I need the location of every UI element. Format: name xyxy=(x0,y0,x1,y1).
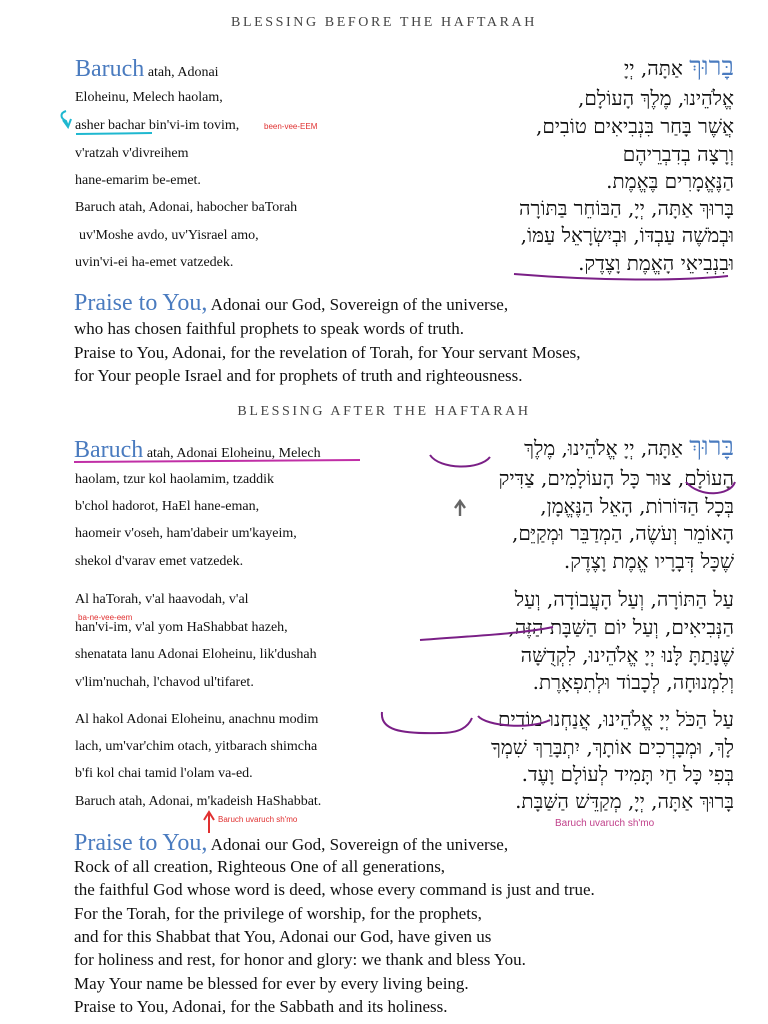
hebrew-line: בְּכָל הַדּוֹרוֹת, הָאֵל הַנֶּאֱמָן, xyxy=(540,494,734,518)
hebrew-line: הָאוֹמֵר וְעֹשֶׂה, הַמְדַבֵּר וּמְקַיֵּם, xyxy=(511,521,734,545)
hebrew-line xyxy=(624,52,734,82)
translit-line xyxy=(75,56,219,83)
hebrew-line: הָעוֹלָם, צוּר כָּל הָעוֹלָמִים, צַדִּיק xyxy=(498,466,734,490)
drop-word: Baruch xyxy=(75,56,145,82)
hebrew-text: אַתָּה, יְיָ xyxy=(624,56,690,80)
hebrew-line: עַל הַכֹּל יְיָ אֱלֹהֵינוּ, אֲנַחְנוּ מוֹדִים xyxy=(498,707,734,731)
translit-line: Baruch atah, Adonai, m'kadeish HaShabbat. xyxy=(75,794,322,809)
translit-line: shekol d'varav emet vatzedek. xyxy=(75,554,244,569)
hebrew-line: שֶׁנָּתַתָּ לָּנוּ יְיָ אֱלֹהֵינוּ, לִקְדֻשָּׁה xyxy=(520,643,734,667)
section-heading-after: BLESSING AFTER THE HAFTARAH xyxy=(237,404,531,419)
hebrew-line: עַל הַתּוֹרָה, וְעַל הָעֲבוֹדָה, וְעַל xyxy=(514,587,734,611)
hebrew-line: הַנְּבִיאִים, וְעַל יוֹם הַשַּׁבָּת הַזֶּה, xyxy=(508,615,734,639)
english-line: Praise to You, Adonai, for the revelation of Torah, for Your servant Moses, xyxy=(74,343,581,362)
hebrew-line: בְּפִי כָּל חַי תָּמִיד לְעוֹלָם וָעֶד. xyxy=(521,762,734,786)
translit-line: haolam, tzur kol haolamim, tzaddik xyxy=(75,472,275,487)
drop-word-hebrew: בָּרוּךְ xyxy=(689,52,734,82)
english-lead: Praise to You, xyxy=(74,830,208,856)
translit-line: haomeir v'oseh, ham'dabeir um'kayeim, xyxy=(75,526,297,541)
drop-word: Baruch xyxy=(74,437,144,463)
translit-line: Al hakol Adonai Eloheinu, anachnu modim xyxy=(75,712,319,727)
purple-loop xyxy=(430,455,490,467)
hebrew-line: אֲשֶׁר בָּחַר בִּנְבִיאִים טוֹבִים, xyxy=(535,114,734,138)
english-line: the faithful God whose word is deed, whose every command is just and true. xyxy=(74,880,595,899)
translit-line: asher bachar bin'vi-im tovim, xyxy=(75,118,240,133)
translit-line: han'vi-im, v'al yom HaShabbat hazeh, xyxy=(75,620,288,635)
hebrew-line: הַנֶּאֱמָרִים בֶּאֱמֶת. xyxy=(606,169,734,193)
translit-line: Baruch atah, Adonai, habocher baTorah xyxy=(75,200,298,215)
purple-bracket xyxy=(382,712,472,733)
translit-line: Eloheinu, Melech haolam, xyxy=(75,90,223,105)
translit-line: b'chol hadorot, HaEl hane-eman, xyxy=(75,499,260,514)
english-lead: Praise to You, xyxy=(74,290,208,316)
section-heading-before: BLESSING BEFORE THE HAFTARAH xyxy=(231,15,537,30)
hebrew-line: וּבִנְבִיאֵי הָאֱמֶת וָצֶדֶק. xyxy=(578,251,734,275)
translit-line: uv'Moshe avdo, uv'Yisrael amo, xyxy=(79,228,259,243)
hebrew-line: בָּרוּךְ אַתָּה, יְיָ, מְקַדֵּשׁ הַשַּׁבָּת. xyxy=(515,789,734,813)
english-text: Adonai our God, Sovereign of the universe, xyxy=(207,295,509,314)
english-line: Praise to You, Adonai, for the Sabbath and its holiness. xyxy=(74,997,448,1016)
translit-line: shenatata lanu Adonai Eloheinu, lik'dushah xyxy=(75,647,317,662)
english-line xyxy=(74,830,508,857)
drop-word-hebrew: בָּרוּךְ xyxy=(689,432,734,462)
hebrew-line: בָּרוּךְ אַתָּה, יְיָ, הַבּוֹחֵר בַּתּוֹרָה xyxy=(519,196,734,220)
hebrew-line: וְלִמְנוּחָה, לְכָבוֹד וּלְתִפְאָרֶת. xyxy=(532,670,734,694)
translit-line: v'ratzah v'divreihem xyxy=(75,146,189,161)
translit-text: atah, Adonai xyxy=(144,65,219,80)
english-line xyxy=(74,290,508,317)
hebrew-line: אֱלֹהֵינוּ, מֶלֶךְ הָעוֹלָם, xyxy=(578,86,734,110)
translit-line: Al haTorah, v'al haavodah, v'al xyxy=(75,592,249,607)
cyan-arrow-head xyxy=(63,119,71,127)
translit-line xyxy=(74,437,321,464)
hebrew-line: שֶׁכָּל דְּבָרָיו אֱמֶת וָצֶדֶק. xyxy=(563,549,734,573)
english-line: May Your name be blessed for ever by every living being. xyxy=(74,974,469,993)
hebrew-line: וְרָצָה בְדִבְרֵיהֶם xyxy=(622,142,734,166)
annotation-note-right: Baruch uvaruch sh'mo xyxy=(555,818,655,829)
translit-line: v'lim'nuchah, l'chavod ul'tifaret. xyxy=(75,675,254,690)
english-line: who has chosen faithful prophets to speak words of truth. xyxy=(74,319,464,338)
cyan-arrow-icon xyxy=(62,111,69,126)
hebrew-line: וּבְמֹשֶׁה עַבְדּוֹ, וּבְיִשְׂרָאֵל עַמּוֹ, xyxy=(520,223,734,247)
translit-line: b'fi kol chai tamid l'olam va-ed. xyxy=(75,766,253,781)
translit-text: atah, Adonai Eloheinu, Melech xyxy=(143,446,321,461)
english-line: for Your people Israel and for prophets of truth and righteousness. xyxy=(74,366,523,385)
hebrew-line xyxy=(524,432,734,462)
english-line: for holiness and rest, for honor and glory: we thank and bless You. xyxy=(74,950,526,969)
translit-line: uvin'vi-ei ha-emet vatzedek. xyxy=(75,255,234,270)
grey-up-arrow-icon xyxy=(455,501,465,516)
hebrew-line: לָךְ, וּמְבָרְכִים אוֹתָךְ, יִתְבָּרַךְ שִׁמְךָ xyxy=(491,735,734,759)
translit-line: hane-emarim be-emet. xyxy=(75,173,201,188)
hebrew-text: אַתָּה, יְיָ אֱלֹהֵינוּ, מֶלֶךְ xyxy=(524,436,690,460)
pronunciation-note: been-vee-EEM xyxy=(264,122,318,131)
pronunciation-note: ba-ne-vee-eem xyxy=(78,613,133,622)
translit-line: lach, um'var'chim otach, yitbarach shimcha xyxy=(75,739,318,754)
english-line: Rock of all creation, Righteous One of all generations, xyxy=(74,857,446,876)
english-line: For the Torah, for the privilege of worship, for the prophets, xyxy=(74,904,482,923)
annotation-note-left: Baruch uvaruch sh'mo xyxy=(218,815,298,824)
english-line: and for this Shabbat that You, Adonai our God, have given us xyxy=(74,927,492,946)
english-text: Adonai our God, Sovereign of the universe, xyxy=(207,835,509,854)
